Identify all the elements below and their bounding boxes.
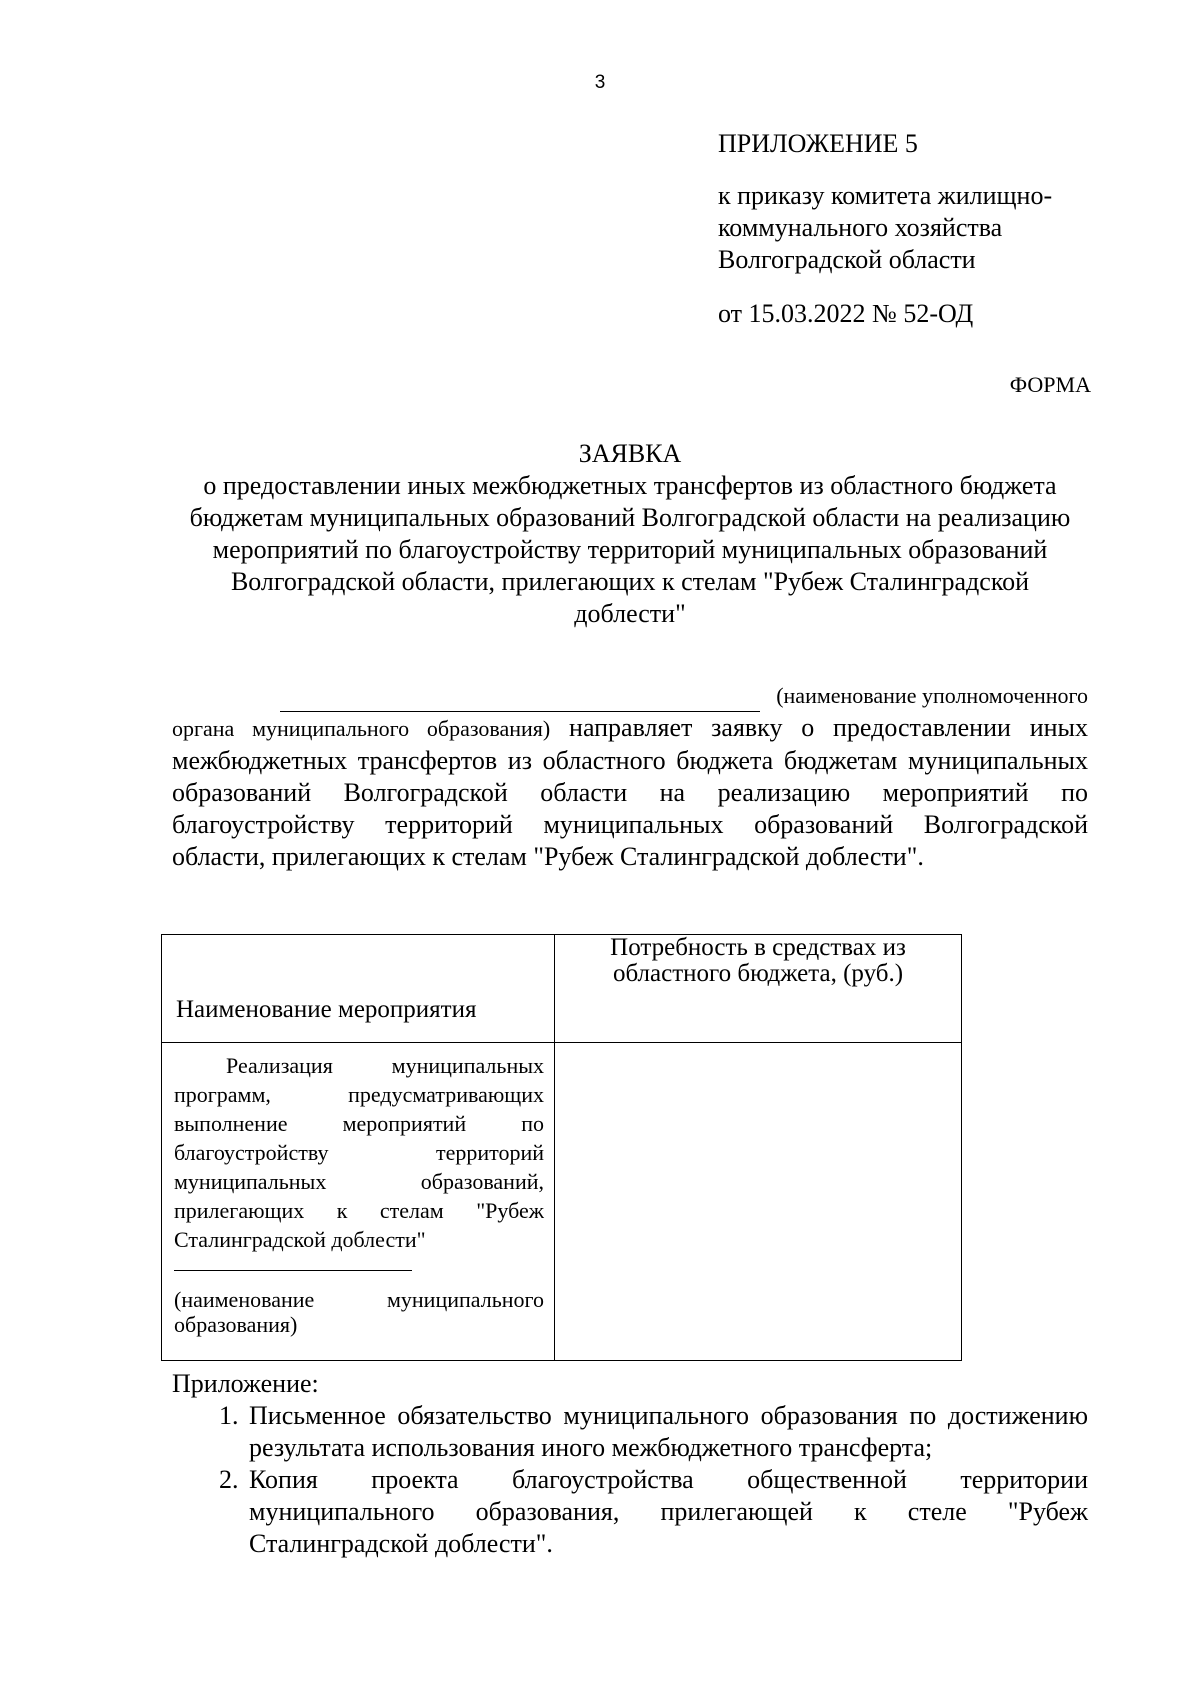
table-header-row — [162, 935, 962, 1043]
intro-text-block — [172, 712, 1088, 873]
page-number: 3 — [594, 72, 606, 93]
header-budget-need: Потребность в средствах из областного бюджета, (руб.) — [555, 935, 962, 1043]
document-heading — [150, 438, 1110, 630]
attachment-text: 2. Копия проекта благоустройства общественной территории муниципального образования, прилегающей к стеле "Рубеж Сталинградской доблести". — [249, 1465, 1088, 1558]
list-item — [245, 1464, 1088, 1560]
table-row — [162, 1043, 962, 1361]
intro-paragraph — [172, 680, 1088, 873]
budget-need-cell — [555, 1043, 962, 1361]
authority-blank-hint-end: органа муниципального образования) — [172, 716, 551, 741]
heading-subtitle: о предоставлении иных межбюджетных трансфертов из областного бюджета бюджетам муниципальных образований Волгоградской области на реализацию мероприятий по благоустройству территорий муниципальных образований Волгоградской области, прилегающих к стелам "Рубеж Сталинградской доблести" — [189, 471, 1071, 628]
activity-description: Реализация муниципальных программ, предусматривающих выполнение мероприятий по благоустройству территорий муниципальных образований, прилегающих к стелам "Рубеж Сталинградской доблести" — [174, 1053, 544, 1252]
appendix-order-date: от 15.03.2022 № 52-ОД — [718, 299, 974, 328]
attachments-list — [172, 1400, 1088, 1560]
attachment-text: 1. Письменное обязательство муниципального образования по достижению результата использования иного межбюджетного трансферта; — [249, 1401, 1088, 1462]
municipality-caption: (наименование муниципального образования) — [174, 1287, 544, 1337]
authority-blank-hint: (наименование уполномоченного — [776, 683, 1088, 708]
form-label: ФОРМА — [1009, 372, 1091, 397]
intro-text: направляет заявку о предоставлении иных межбюджетных трансфертов из областного бюджета бюджетам муниципальных образований Волгоградской области на реализацию мероприятий по благоустройству территорий муниципальных образований Волгоградской области, прилегающих к стелам "Рубеж Сталинградской доблести". — [172, 713, 1088, 871]
municipality-name-blank — [174, 1256, 412, 1271]
authority-name-blank — [280, 689, 760, 712]
appendix-block — [718, 128, 1138, 330]
attachments-title: Приложение: — [172, 1369, 319, 1398]
request-table — [161, 934, 962, 1361]
appendix-title: ПРИЛОЖЕНИЕ 5 — [718, 129, 918, 158]
list-item — [245, 1400, 1088, 1464]
intro-first-line — [172, 680, 1088, 712]
header-activity-name: Наименование мероприятия — [162, 935, 555, 1043]
activity-cell — [162, 1043, 555, 1361]
appendix-order-reference: к приказу комитета жилищно-коммунального хозяйства Волгоградской области — [718, 181, 1053, 274]
attachments-block — [172, 1368, 1088, 1560]
heading-title: ЗАЯВКА — [578, 439, 682, 468]
